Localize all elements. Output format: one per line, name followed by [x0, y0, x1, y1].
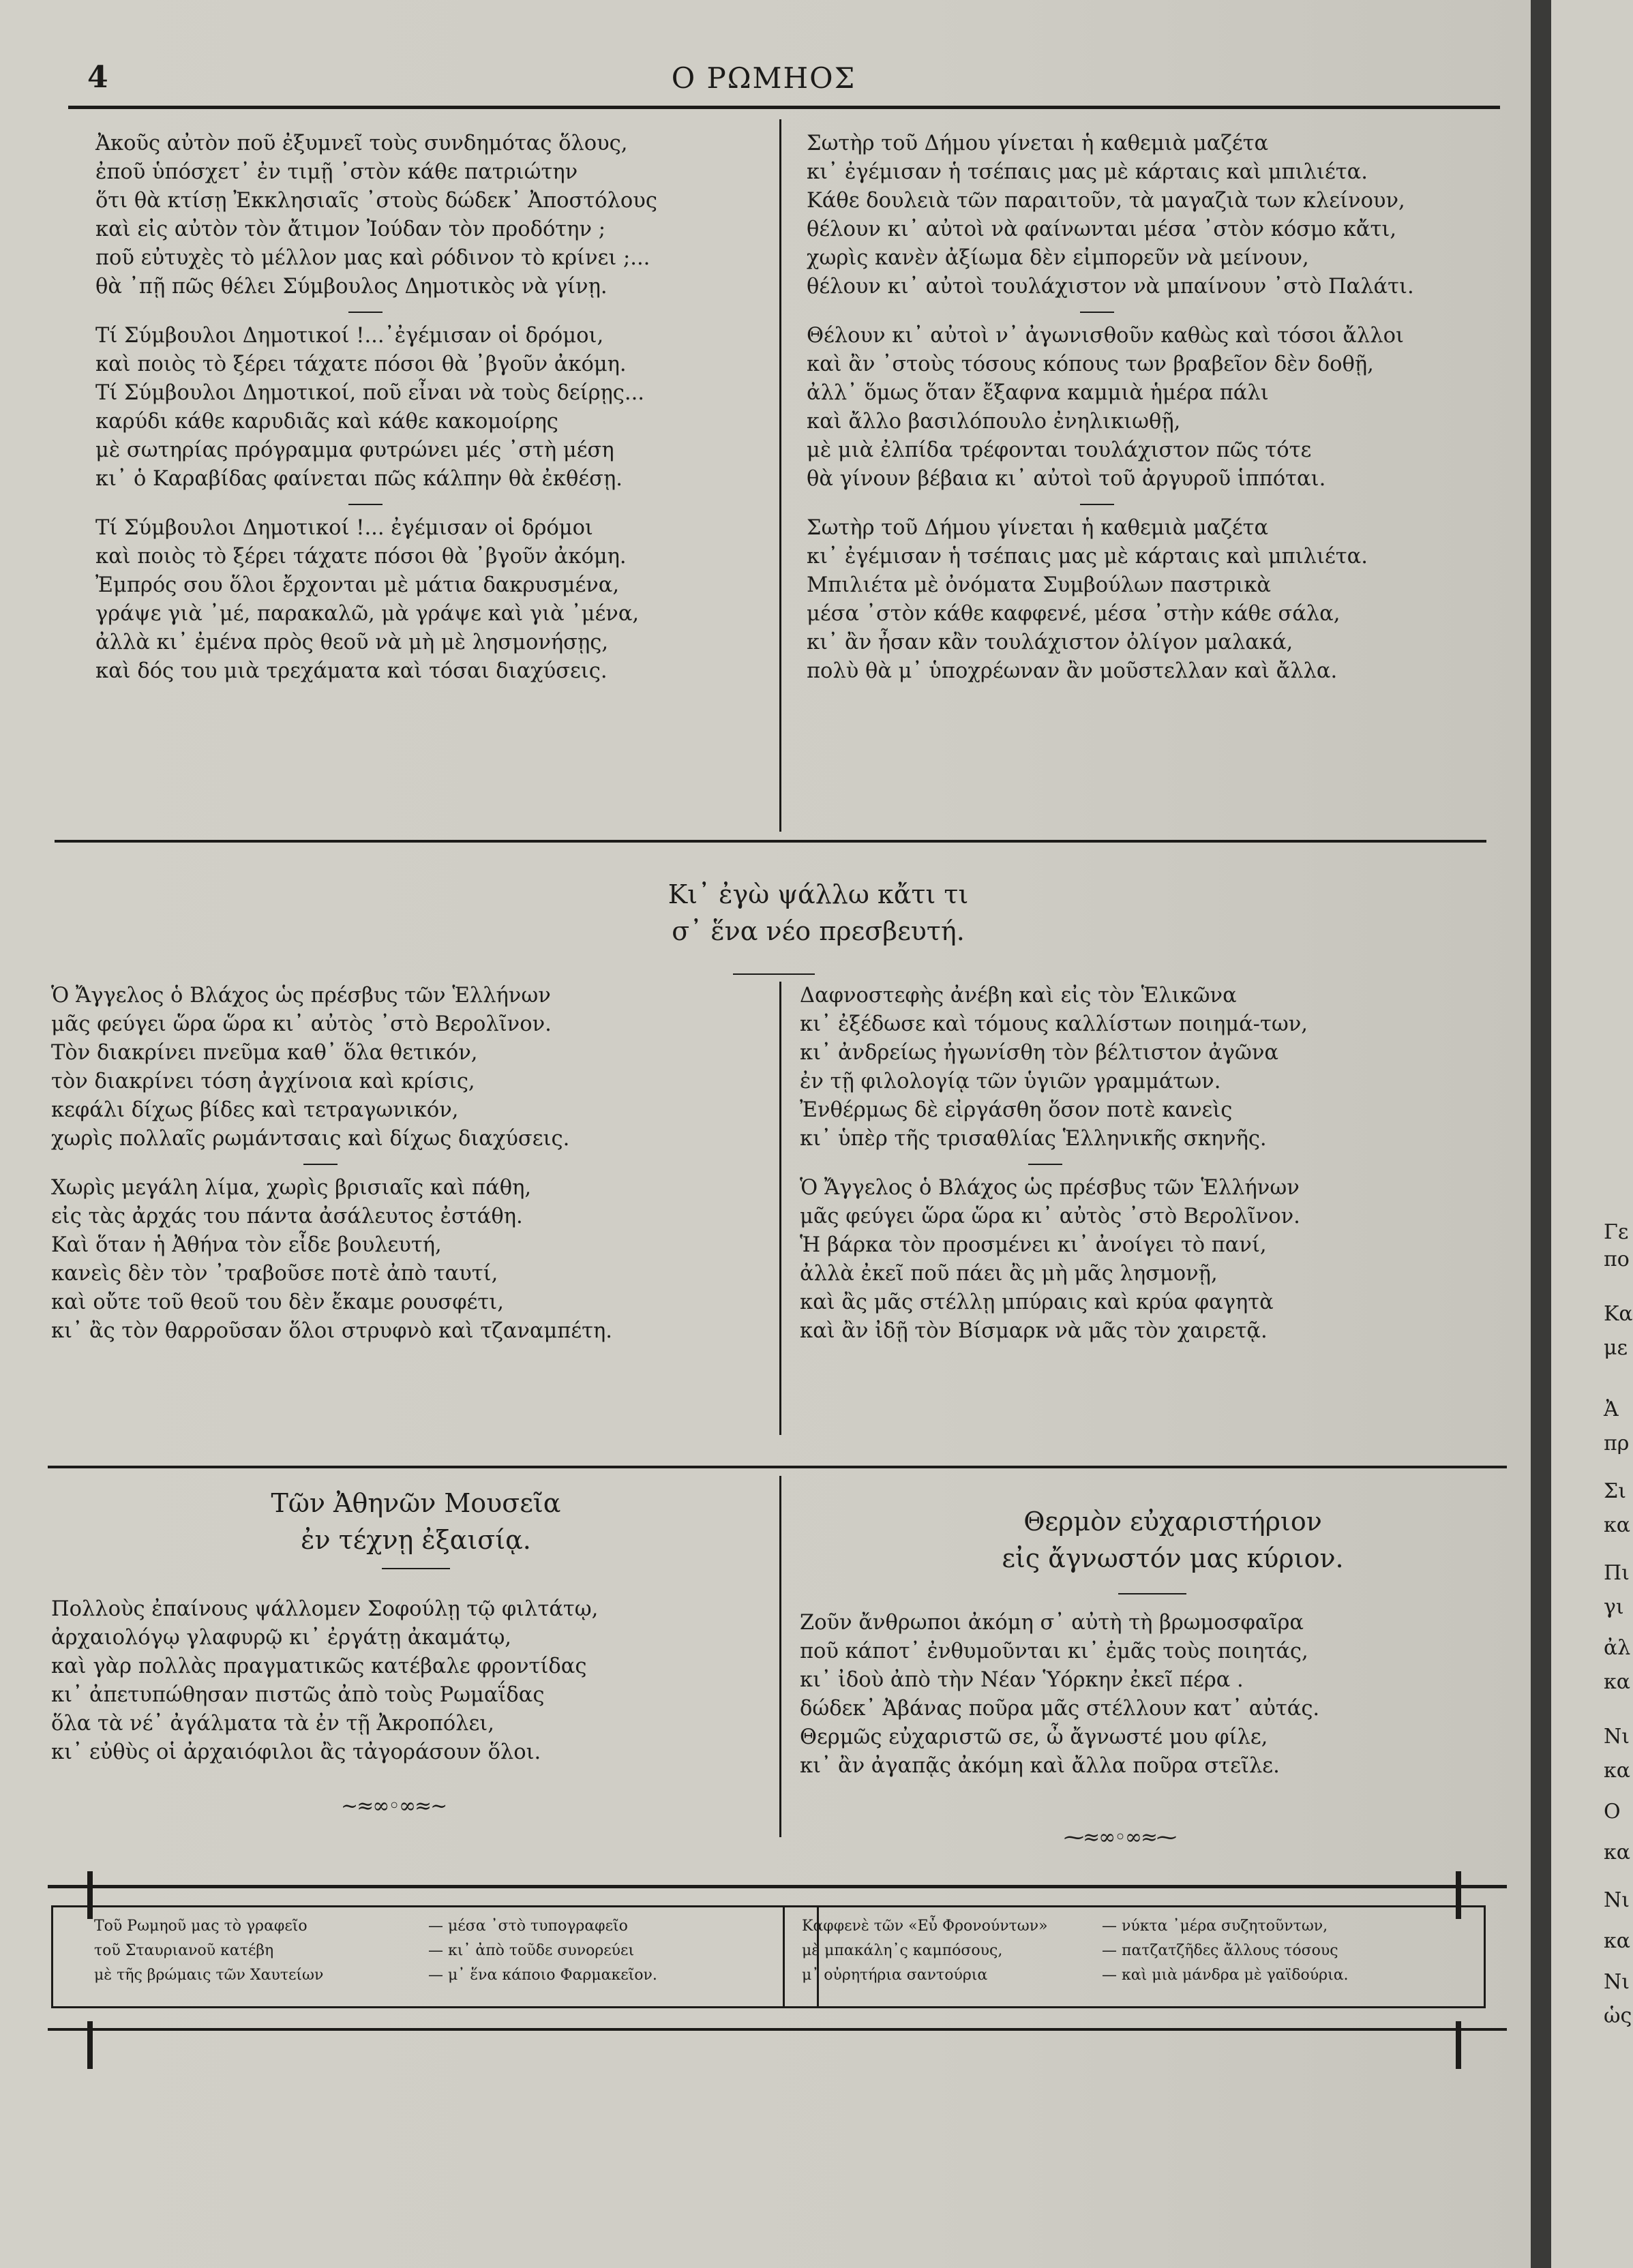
verse-line: χωρὶς πολλαῖς ρωμάντσαις καὶ δίχως διαχύσεις. [51, 1127, 570, 1151]
stanza-divider [800, 1153, 1308, 1174]
verse-line: Χωρὶς μεγάλη λίμα, χωρὶς βρισιαῖς καὶ πάθη, [51, 1176, 532, 1200]
bottom-right-title-line-2: εἰς ἄγνωστόν μας κύριον. [1002, 1543, 1344, 1573]
next-page-fragment: Πι [1604, 1561, 1630, 1585]
verse-line: ὅτι θὰ κτίσῃ Ἐκκλησιαῖς ᾿στοὺς δώδεκ᾿ Ἀποστόλους [95, 189, 657, 213]
verse-line: καὶ δός του μιὰ τρεχάματα καὶ τόσαι διαχύσεις. [95, 659, 608, 683]
ad-row [802, 1939, 1484, 1963]
ad-row [802, 1963, 1484, 1988]
verse-line: ὅλα τὰ νέ᾿ ἀγάλματα τὰ ἐν τῇ Ἀκροπόλει, [51, 1712, 494, 1736]
section-rule-1 [55, 840, 1486, 843]
verse-line: Καὶ ὅταν ἡ Ἀθήνα τὸν εἶδε βουλευτή, [51, 1233, 442, 1257]
verse-line: κι᾿ εὐθὺς οἱ ἀρχαιόφιλοι ἂς τἀγοράσουν ὅλοι. [51, 1740, 541, 1764]
next-page-fragment: κα [1604, 1759, 1631, 1783]
ad-row [94, 1963, 817, 1988]
next-page-fragment: ὡς [1604, 2004, 1632, 2028]
verse-line: κι᾿ ἂν ἦσαν κἂν τουλάχιστον ὀλίγον μαλακά, [807, 631, 1293, 654]
verse-line: κι᾿ ἐγέμισαν ἡ τσέπαις μας μὲ κάρταις καὶ μπιλιέτα. [807, 160, 1368, 184]
verse-line: μὲ σωτηρίας πρόγραμμα φυτρώνει μές ᾿στὴ μέση [95, 438, 614, 462]
ad-row-left: μὲ τῆς βρώμαις τῶν Χαυτείων [94, 1967, 324, 1984]
ad-row-right: — νύκτα ᾿μέρα συζητοῦντων, [1102, 1918, 1328, 1935]
verse-line: Θέλουν κι᾿ αὐτοὶ ν᾿ ἀγωνισθοῦν καθὼς καὶ τόσοι ἄλλοι [807, 324, 1404, 348]
next-page-fragment: Γε [1604, 1220, 1629, 1244]
bottom-left-title [150, 1485, 682, 1558]
verse-line: καρύδι κάθε καρυδιᾶς καὶ κάθε κακομοίρης [95, 410, 558, 434]
verse-line: κι᾿ ἰδοὺ ἀπὸ τὴν Νέαν Ὑόρκην ἐκεῖ πέρα . [800, 1668, 1244, 1692]
verse-line: καὶ ποιὸς τὸ ξέρει τάχατε πόσοι θὰ ᾿βγοῦν ἀκόμη. [95, 352, 627, 376]
verse-line: Ζοῦν ἄνθρωποι ἀκόμη σ᾿ αὐτὴ τὴ βρωμοσφαῖρα [800, 1611, 1304, 1635]
ad-row-left: τοῦ Σταυριανοῦ κατέβη [94, 1942, 274, 1959]
verse-line: θὰ ᾿πῇ πῶς θέλει Σύμβουλος Δημοτικὸς νὰ γίνῃ. [95, 275, 608, 299]
poem-bottom-left [51, 1595, 598, 1767]
verse-line: μᾶς φεύγει ὥρα ὥρα κι᾿ αὐτὸς ᾿στὸ Βερολῖνον. [800, 1205, 1300, 1228]
verse-line: ποῦ κάποτ᾿ ἐνθυμοῦνται κι᾿ ἐμᾶς τοὺς ποιητάς, [800, 1639, 1308, 1663]
verse-line: κι᾿ ἂν ἀγαπᾷς ἀκόμη καὶ ἄλλα ποῦρα στεῖλε. [800, 1754, 1280, 1778]
next-page-fragment: Νι [1604, 1725, 1630, 1749]
mid-title-underline [733, 973, 815, 975]
verse-line: καὶ οὔτε τοῦ θεοῦ του δὲν ἔκαμε ρουσφέτι, [51, 1290, 504, 1314]
verse-line: ἀρχαιολόγῳ γλαφυρῷ κι᾿ ἐργάτῃ ἀκαμάτῳ, [51, 1626, 512, 1650]
next-page-fragment: κα [1604, 1670, 1631, 1694]
verse-line: θέλουν κι᾿ αὐτοὶ τουλάχιστον νὰ μπαίνουν ᾿στὸ Παλάτι. [807, 275, 1414, 299]
bottom-frame-right-bar [1456, 2021, 1461, 2069]
ad-box-left [51, 1905, 819, 2008]
column-divider-bottom [779, 1476, 781, 1837]
ad-row [802, 1914, 1484, 1939]
verse-line: Ἀκοῦς αὐτὸν ποῦ ἐξυμνεῖ τοὺς συνδημότας ὅλους, [95, 132, 628, 155]
masthead-title: Ο ΡΩΜΗΟΣ [671, 61, 856, 95]
verse-line: κι᾿ ἐξέδωσε καὶ τόμους καλλίστων ποιημά-των, [800, 1012, 1308, 1036]
verse-line: καὶ ἄλλο βασιλόπουλο ἐνηλικιωθῇ, [807, 410, 1181, 434]
stanza-divider [807, 301, 1414, 322]
verse-line: κανεὶς δὲν τὸν ᾿τραβοῦσε ποτὲ ἀπὸ ταυτί, [51, 1262, 498, 1286]
verse-line: κι᾿ ἀνδρείως ἠγωνίσθη τὸν βέλτιστον ἀγῶνα [800, 1041, 1279, 1065]
verse-line: καὶ εἰς αὐτὸν τὸν ἄτιμον Ἰούδαν τὸν προδότην ; [95, 217, 605, 241]
verse-line: ἐποῦ ὑπόσχετ᾿ ἐν τιμῇ ᾿στὸν κάθε πατριώτην [95, 160, 578, 184]
ad-row-right: — πατζατζῆδες ἄλλους τόσους [1102, 1942, 1338, 1959]
bottom-right-title-line-1: Θερμὸν εὐχαριστήριον [1023, 1507, 1322, 1537]
verse-line: μὲ μιὰ ἐλπίδα τρέφονται τουλάχιστον πῶς τότε [807, 438, 1312, 462]
section-rule-3 [48, 1885, 1507, 1888]
verse-line: ἀλλ᾿ ὅμως ὅταν ἔξαφνα καμμιὰ ἡμέρα πάλι [807, 381, 1269, 405]
ad-row-left: Τοῦ Ρωμηοῦ μας τὸ γραφεῖο [94, 1918, 308, 1935]
bottom-left-title-line-1: Τῶν Ἀθηνῶν Μουσεῖα [271, 1488, 561, 1518]
verse-line: Πολλοὺς ἐπαίνους ψάλλομεν Σοφούλῃ τῷ φιλτάτῳ, [51, 1597, 599, 1621]
verse-line: Τί Σύμβουλοι Δημοτικοί, ποῦ εἶναι νὰ τοὺς δείρῃς... [95, 381, 644, 405]
bottom-rule [48, 2028, 1507, 2031]
verse-line: κι᾿ ἂς τὸν θαρροῦσαν ὅλοι στρυφνὸ καὶ τζαναμπέτη. [51, 1319, 612, 1343]
page-number: 4 [87, 60, 108, 95]
ad-row-right: — μ᾿ ἕνα κάποιο Φαρμακεῖον. [428, 1967, 657, 1984]
verse-line: Τί Σύμβουλοι Δημοτικοί !... ἐγέμισαν οἱ δρόμοι [95, 516, 593, 540]
verse-line: θέλουν κι᾿ αὐτοὶ νὰ φαίνωνται μέσα ᾿στὸν κόσμο κἄτι, [807, 217, 1397, 241]
verse-line: πολὺ θὰ μ᾿ ὑποχρέωναν ἂν μοῦστελλαν καὶ ἄλλα. [807, 659, 1338, 683]
next-page-fragment: πο [1604, 1248, 1630, 1271]
next-page-fragment: Νι [1604, 1888, 1630, 1912]
poem-bottom-right [800, 1609, 1319, 1781]
verse-line: Θερμῶς εὐχαριστῶ σε, ὦ ἄγνωστέ μου φίλε, [800, 1725, 1268, 1749]
ad-row [94, 1914, 817, 1939]
verse-line: Σωτὴρ τοῦ Δήμου γίνεται ἡ καθεμιὰ μαζέτα [807, 132, 1269, 155]
verse-line: Τί Σύμβουλοι Δημοτικοί !...᾿ἐγέμισαν οἱ δρόμοι, [95, 324, 604, 348]
verse-line: Δαφνοστεφὴς ἀνέβη καὶ εἰς τὸν Ἑλικῶνα [800, 984, 1237, 1008]
verse-line: ποῦ εὐτυχὲς τὸ μέλλον μας καὶ ρόδινον τὸ κρίνει ;... [95, 246, 650, 270]
next-page-fragment: Σι [1604, 1479, 1626, 1503]
poem-mid-left [51, 982, 612, 1346]
verse-line: καὶ ἂς μᾶς στέλλῃ μπύραις καὶ κρύα φαγητὰ [800, 1290, 1274, 1314]
verse-line: θὰ γίνουν βέβαια κι᾿ αὐτοὶ τοῦ ἀργυροῦ ἱππόται. [807, 467, 1326, 491]
ad-row-left: μ᾿ οὐρητήρια σαντούρια [802, 1967, 988, 1984]
column-divider-top [779, 119, 781, 832]
verse-line: γράψε γιὰ ᾿μέ, παρακαλῶ, μὰ γράψε καὶ γιὰ ᾿μένα, [95, 602, 640, 626]
verse-line: κι᾿ ὁ Καραβίδας φαίνεται πῶς κάλπην θὰ ἐκθέσῃ. [95, 467, 623, 491]
next-page-fragment: ἀλ [1604, 1636, 1631, 1660]
ad-row-right: — μέσα ᾿στὸ τυπογραφεῖο [428, 1918, 628, 1935]
verse-line: ἀλλὰ ἐκεῖ ποῦ πάει ἂς μὴ μᾶς λησμονῇ, [800, 1262, 1218, 1286]
verse-line: κι᾿ ἐγέμισαν ἡ τσέπαις μας μὲ κάρταις καὶ μπιλιέτα. [807, 545, 1368, 569]
bottom-right-title [832, 1503, 1514, 1577]
poem-top-right [807, 130, 1414, 686]
ad-row-right: — κι᾿ ἀπὸ τοῦδε συνορεύει [428, 1942, 635, 1959]
verse-line: χωρὶς κανὲν ἀξίωμα δὲν εἰμπορεῦν νὰ μείνουν, [807, 246, 1309, 270]
next-page-fragment: κα [1604, 1513, 1631, 1537]
verse-line: καὶ ἂν ἰδῇ τὸν Βίσμαρκ νὰ μᾶς τὸν χαιρετᾷ. [800, 1319, 1268, 1343]
verse-line: Ἡ βάρκα τὸν προσμένει κι᾿ ἀνοίγει τὸ πανί, [800, 1233, 1267, 1257]
stanza-divider [95, 301, 657, 322]
next-page-fragment: κα [1604, 1841, 1631, 1864]
next-page-fragment: Ἀ [1604, 1397, 1619, 1421]
ad-row [94, 1939, 817, 1963]
verse-line: Κάθε δουλειὰ τῶν παραιτοῦν, τὰ μαγαζιὰ των κλείνουν, [807, 189, 1405, 213]
verse-line: καὶ ἂν ᾿στοὺς τόσους κόπους των βραβεῖον δὲν δοθῇ, [807, 352, 1374, 376]
verse-line: κεφάλι δίχως βίδες καὶ τετραγωνικόν, [51, 1098, 459, 1122]
verse-line: Ὁ Ἄγγελος ὁ Βλάχος ὡς πρέσβυς τῶν Ἑλλήνων [800, 1176, 1300, 1200]
next-page-edge [1551, 0, 1633, 2268]
verse-line: εἰς τὰς ἀρχάς του πάντα ἀσάλευτος ἐστάθη. [51, 1205, 523, 1228]
next-page-fragment: πρ [1604, 1432, 1630, 1455]
bottom-frame-left-bar [87, 2021, 93, 2069]
verse-line: δώδεκ᾿ Ἀβάνας ποῦρα μᾶς στέλλουν κατ᾿ αὐτάς. [800, 1697, 1320, 1721]
ad-box-right [783, 1905, 1486, 2008]
stanza-divider [807, 494, 1414, 514]
verse-line: Μπιλιέτα μὲ ὀνόματα Συμβούλων παστρικὰ [807, 573, 1272, 597]
poem-top-left [95, 130, 657, 686]
next-page-fragment: με [1604, 1336, 1628, 1360]
next-page-fragment: Κα [1604, 1302, 1633, 1326]
verse-line: Ἐμπρός σου ὅλοι ἔρχονται μὲ μάτια δακρυσμένα, [95, 573, 620, 597]
verse-line: καὶ ποιὸς τὸ ξέρει τάχατε πόσοι θὰ ᾿βγοῦν ἀκόμη. [95, 545, 627, 569]
column-divider-mid [779, 982, 781, 1435]
next-page-fragment: γι [1604, 1595, 1624, 1619]
ornament-left: ~≈∞◦∞≈~ [341, 1794, 447, 1818]
verse-line: κι᾿ ὑπὲρ τῆς τρισαθλίας Ἑλληνικῆς σκηνῆς. [800, 1127, 1267, 1151]
next-page-fragment: κα [1604, 1929, 1631, 1953]
verse-line: τὸν διακρίνει τόση ἀγχίνοια καὶ κρίσις, [51, 1070, 475, 1093]
bottom-left-title-underline [382, 1568, 450, 1569]
next-page-fragment: Ο [1604, 1800, 1621, 1824]
verse-line: Ἐνθέρμως δὲ εἰργάσθη ὅσον ποτὲ κανεὶς [800, 1098, 1233, 1122]
mid-poem-title [436, 876, 1200, 950]
mid-title-line-2: σ᾿ ἕνα νέο πρεσβευτή. [672, 916, 965, 946]
verse-line: ἐν τῇ φιλολογίᾳ τῶν ὑγιῶν γραμμάτων. [800, 1070, 1221, 1093]
page-gutter [1531, 0, 1551, 2268]
bottom-left-title-line-2: ἐν τέχνῃ ἐξαισίᾳ. [301, 1525, 531, 1555]
verse-line: Σωτὴρ τοῦ Δήμου γίνεται ἡ καθεμιὰ μαζέτα [807, 516, 1269, 540]
ornament-right: ⁓≈∞◦∞≈⁓ [1064, 1826, 1175, 1849]
verse-line: μᾶς φεύγει ὥρα ὥρα κι᾿ αὐτὸς ᾿στὸ Βερολῖνον. [51, 1012, 552, 1036]
poem-mid-right [800, 982, 1308, 1346]
ad-row-left: Καφφενὲ τῶν «Εὖ Φρονούντων» [802, 1918, 1048, 1935]
header-rule [68, 106, 1500, 109]
verse-line: μέσα ᾿στὸν κάθε καφφενέ, μέσα ᾿στὴν κάθε σάλα, [807, 602, 1340, 626]
verse-line: καὶ γὰρ πολλὰς πραγματικῶς κατέβαλε φροντίδας [51, 1654, 587, 1678]
stanza-divider [95, 494, 657, 514]
verse-line: ἀλλὰ κι᾿ ἐμένα πρὸς θεοῦ νὰ μὴ μὲ λησμονήσῃς, [95, 631, 609, 654]
verse-line: κι᾿ ἀπετυπώθησαν πιστῶς ἀπὸ τοὺς Ρωμαΐδας [51, 1683, 545, 1707]
bottom-right-title-underline [1118, 1593, 1186, 1594]
section-rule-2 [48, 1466, 1507, 1468]
verse-line: Τὸν διακρίνει πνεῦμα καθ᾿ ὅλα θετικόν, [51, 1041, 478, 1065]
verse-line: Ὁ Ἄγγελος ὁ Βλάχος ὡς πρέσβυς τῶν Ἑλλήνων [51, 984, 551, 1008]
ad-row-left: μὲ μπακάλη᾿ς καμπόσους, [802, 1942, 1003, 1959]
next-page-fragment: Νι [1604, 1970, 1630, 1994]
mid-title-line-1: Κι᾿ ἐγὼ ψάλλω κἄτι τι [668, 879, 969, 909]
stanza-divider [51, 1153, 612, 1174]
ad-row-right: — καὶ μιὰ μάνδρα μὲ γαϊδούρια. [1102, 1967, 1349, 1984]
